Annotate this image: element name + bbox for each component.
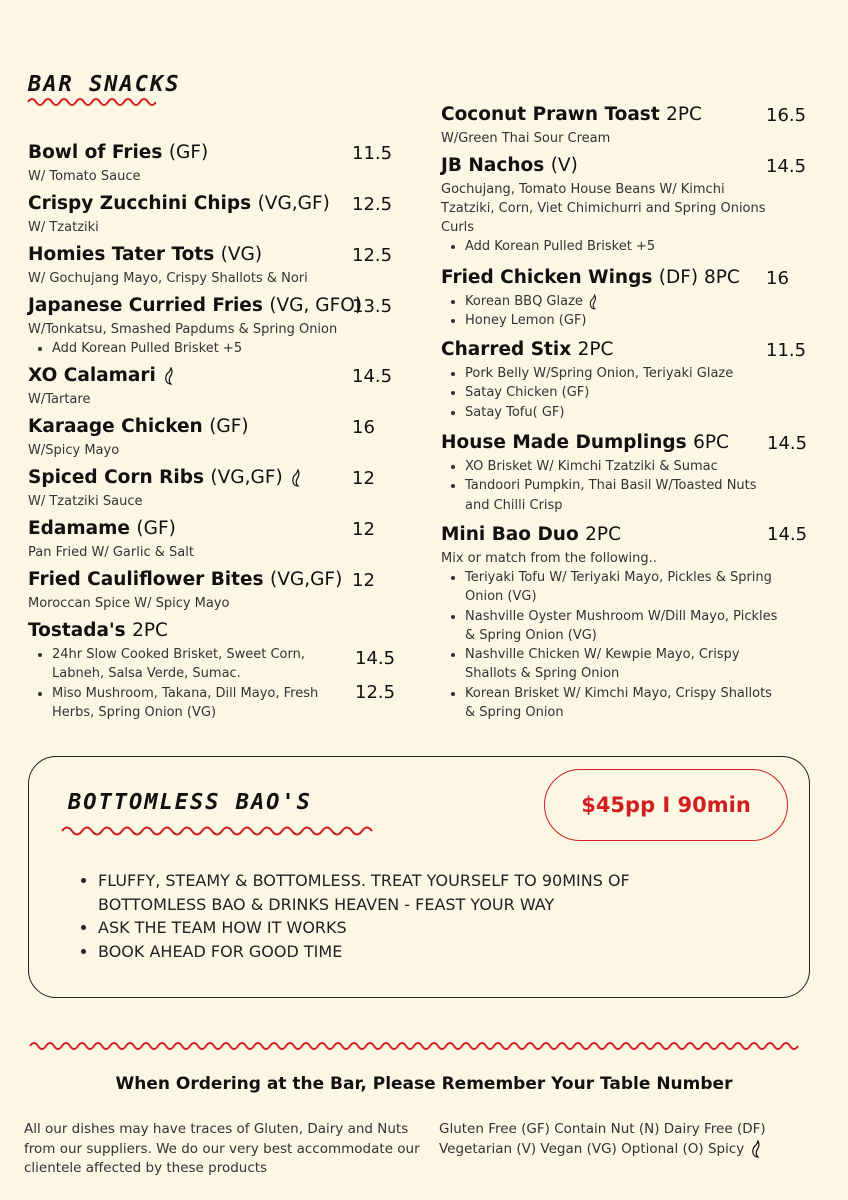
menu-item	[28, 365, 398, 409]
item-price: 11.5	[352, 143, 393, 164]
item-tag: (DF) 8PC	[658, 267, 740, 288]
list-item: • Add Korean Pulled Brisket +5	[52, 339, 398, 358]
legend-line-2	[439, 1140, 819, 1160]
list-item: • Honey Lemon (GF)	[465, 311, 781, 330]
list-item: • Nashville Oyster Mushroom W/Dill Mayo, Pickles & Spring Onion (VG)	[465, 607, 781, 646]
section-title-bottomless: BOTTOMLESS BAO'S	[68, 790, 312, 815]
menu-item	[28, 142, 398, 186]
menu-item	[28, 193, 398, 237]
item-tag: 2PC	[585, 524, 621, 545]
list-item: • BOOK AHEAD FOR GOOD TIME	[98, 940, 676, 964]
item-tag: (GF)	[209, 416, 249, 437]
list-item	[465, 292, 781, 311]
menu-item	[28, 295, 398, 358]
addon-list	[28, 339, 398, 358]
item-tag: (GF)	[168, 142, 209, 163]
item-name: Charred Stix	[441, 339, 572, 360]
item-name: Coconut Prawn Toast	[441, 104, 660, 125]
list-item: • Nashville Chicken W/ Kewpie Mayo, Crispy Shallots & Spring Onion	[465, 645, 781, 684]
menu-item	[441, 339, 781, 422]
item-description: Pan Fried W/ Garlic & Salt	[28, 545, 194, 560]
list-item: • Add Korean Pulled Brisket +5	[465, 237, 781, 256]
item-tag: (VG,GF)	[210, 467, 283, 488]
item-tag: (VG, GFO)	[269, 295, 363, 316]
item-name: JB Nachos	[441, 155, 545, 176]
item-price: 14.5	[767, 433, 808, 454]
item-description: W/Tartare	[28, 392, 91, 407]
option-list	[441, 568, 781, 722]
option-list	[441, 457, 781, 515]
item-tag: 2PC	[666, 104, 702, 125]
item-name: Homies Tater Tots	[28, 244, 215, 265]
item-description: Mix or match from the following..	[441, 551, 657, 566]
item-name: Japanese Curried Fries	[28, 295, 263, 316]
item-price: 12	[352, 468, 375, 489]
option-list	[441, 364, 781, 422]
item-price: 14.5	[352, 366, 393, 387]
item-name: Spiced Corn Ribs	[28, 467, 204, 488]
legend-line: Gluten Free (GF) Contain Nut (N) Dairy Free (DF)	[439, 1121, 766, 1137]
menu-item	[28, 518, 398, 562]
item-description: W/ Tzatziki	[28, 220, 99, 235]
addon-list	[441, 237, 781, 256]
item-name: Karaage Chicken	[28, 416, 203, 437]
menu-item	[441, 104, 781, 148]
item-price: 14.5	[355, 648, 396, 669]
item-price: 12.5	[352, 194, 393, 215]
item-tag: (VG,GF)	[270, 569, 343, 590]
item-description: W/Tonkatsu, Smashed Papdums & Spring Onion	[28, 322, 338, 337]
menu-item	[441, 155, 781, 256]
list-item: • Tandoori Pumpkin, Thai Basil W/Toasted Nuts and Chilli Crisp	[465, 476, 781, 515]
item-name: Mini Bao Duo	[441, 524, 579, 545]
list-item: • 24hr Slow Cooked Brisket, Sweet Corn, Labneh, Salsa Verde, Sumac.	[52, 645, 338, 684]
item-tag: 2PC	[132, 620, 168, 641]
list-item: • XO Brisket W/ Kimchi Tzatziki & Sumac	[465, 457, 781, 476]
chili-icon	[289, 469, 303, 487]
item-description: W/ Tomato Sauce	[28, 169, 141, 184]
list-item: • Pork Belly W/Spring Onion, Teriyaki Glaze	[465, 364, 781, 383]
item-description: W/Spicy Mayo	[28, 443, 120, 458]
list-item: • ASK THE TEAM HOW IT WORKS	[98, 916, 676, 940]
menu-item	[28, 620, 338, 722]
item-name: Tostada's	[28, 620, 126, 641]
item-description: Moroccan Spice W/ Spicy Mayo	[28, 596, 230, 611]
dietary-legend	[439, 1120, 819, 1159]
option-list	[441, 292, 781, 331]
allergy-notice: All our dishes may have traces of Gluten, Dairy and Nuts from our suppliers. We do our very best accommodate our clientele affected by these products	[24, 1121, 420, 1176]
item-description: W/ Tzatziki Sauce	[28, 494, 143, 509]
menu-item	[441, 267, 781, 331]
menu-item	[441, 524, 781, 722]
menu-item	[28, 244, 398, 288]
item-price: 11.5	[766, 340, 807, 361]
list-item: • Satay Chicken (GF)	[465, 383, 781, 402]
item-price: 12	[352, 519, 375, 540]
item-price: 13.5	[352, 296, 393, 317]
chili-icon	[162, 367, 176, 385]
menu-item	[28, 467, 398, 511]
wavy-underline	[26, 96, 156, 106]
chili-icon	[587, 294, 599, 310]
wavy-divider	[28, 1040, 812, 1052]
item-description: Gochujang, Tomato House Beans W/ Kimchi Tzatziki, Corn, Viet Chimichurri and Spring Onions Curls	[441, 182, 766, 235]
section-title-bar-snacks: BAR SNACKS	[28, 72, 181, 97]
item-price: 12	[352, 570, 375, 591]
chili-icon	[749, 1140, 763, 1158]
menu-item	[28, 416, 398, 460]
table-number-reminder: When Ordering at the Bar, Please Remember Your Table Number	[115, 1074, 733, 1094]
item-price: 14.5	[767, 524, 808, 545]
item-price: 16	[352, 417, 375, 438]
menu-item	[28, 569, 398, 613]
item-tag: (V)	[550, 155, 578, 176]
list-item-text: Korean BBQ Glaze	[465, 294, 583, 309]
item-price: 16.5	[766, 105, 807, 126]
item-tag: (VG,GF)	[257, 193, 330, 214]
item-name: House Made Dumplings	[441, 432, 687, 453]
menu-item	[441, 432, 781, 515]
price-badge: $45pp I 90min	[544, 769, 788, 841]
list-item: • FLUFFY, STEAMY & BOTTOMLESS. TREAT YOURSELF TO 90MINS OF BOTTOMLESS BAO & DRINKS HEAVEN - FEAST YOUR WAY	[98, 869, 676, 916]
item-description: W/Green Thai Sour Cream	[441, 131, 611, 146]
legend-text: Vegetarian (V) Vegan (VG) Optional (O) Spicy	[439, 1140, 745, 1157]
list-item: • Miso Mushroom, Takana, Dill Mayo, Fresh Herbs, Spring Onion (VG)	[52, 684, 338, 723]
item-tag: 6PC	[693, 432, 729, 453]
item-name: Fried Chicken Wings	[441, 267, 653, 288]
item-price: 14.5	[766, 156, 807, 177]
item-name: XO Calamari	[28, 365, 156, 386]
wavy-underline	[60, 824, 380, 836]
item-name: Bowl of Fries	[28, 142, 163, 163]
bottomless-list	[76, 869, 676, 963]
item-name: Fried Cauliflower Bites	[28, 569, 264, 590]
item-price: 12.5	[352, 245, 393, 266]
tostada-list	[28, 645, 338, 722]
item-price: 12.5	[355, 682, 396, 703]
item-tag: (GF)	[136, 518, 176, 539]
list-item: • Korean Brisket W/ Kimchi Mayo, Crispy Shallots & Spring Onion	[465, 684, 781, 723]
list-item: • Satay Tofu( GF)	[465, 403, 781, 422]
item-name: Crispy Zucchini Chips	[28, 193, 252, 214]
list-item: • Teriyaki Tofu W/ Teriyaki Mayo, Pickles & Spring Onion (VG)	[465, 568, 781, 607]
item-price: 16	[766, 268, 789, 289]
item-tag: 2PC	[577, 339, 614, 360]
item-description: W/ Gochujang Mayo, Crispy Shallots & Nori	[28, 271, 308, 286]
item-name: Edamame	[28, 518, 130, 539]
bottomless-details	[76, 869, 676, 963]
item-tag: (VG)	[220, 244, 263, 265]
